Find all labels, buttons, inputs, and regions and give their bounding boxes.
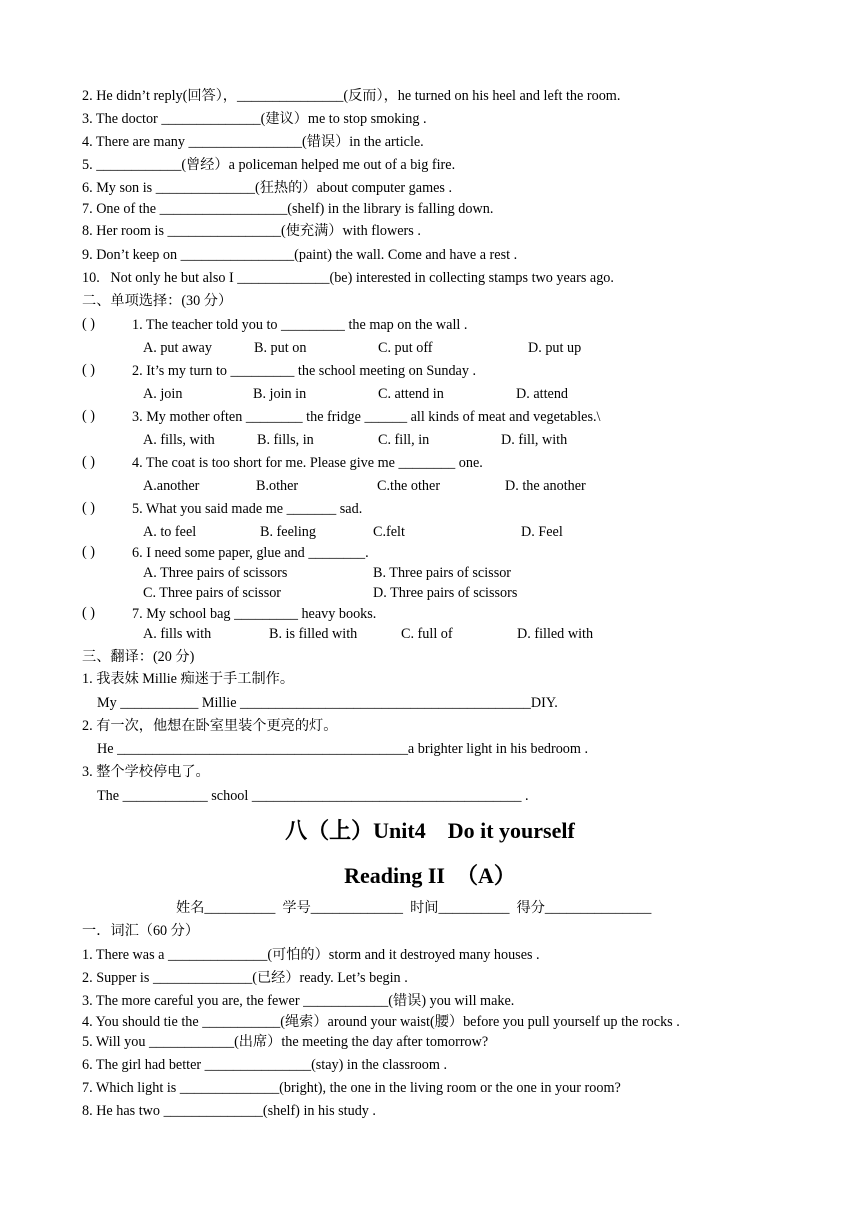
fill-item: 6. My son is ______________(狂热的）about computer games .: [82, 180, 453, 196]
answer-bracket[interactable]: ( ): [82, 454, 95, 470]
option: A. Three pairs of scissors: [143, 565, 288, 581]
student-info-line[interactable]: 姓名__________ 学号_____________ 时间__________ 得分_______________: [176, 900, 652, 916]
translation-prompt: 2. 有一次，他想在卧室里装个更亮的灯。: [82, 718, 338, 734]
option: B. is filled with: [269, 626, 358, 642]
option: C. put off: [378, 340, 433, 356]
option: B. join in: [253, 386, 307, 402]
option: C.the other: [377, 478, 441, 494]
vocab-item: 8. He has two ______________(shelf) in his study .: [82, 1103, 376, 1119]
option: D. put up: [528, 340, 582, 356]
option: D. filled with: [517, 626, 594, 642]
option: C. full of: [401, 626, 453, 642]
fill-item: 2. He didn’t reply(回答），_______________(反而），he turned on his heel and left the room.: [82, 88, 621, 104]
option: B.other: [256, 478, 299, 494]
option: B. fills, in: [257, 432, 314, 448]
vocab-item: 6. The girl had better _______________(stay) in the classroom .: [82, 1057, 447, 1073]
question-text: 3. My mother often ________ the fridge ______ all kinds of meat and vegetables.\: [132, 409, 601, 425]
option: C.felt: [373, 524, 405, 540]
vocab-item: 2. Supper is ______________(已经）ready. Let’s begin .: [82, 970, 408, 986]
option: D. Feel: [521, 524, 563, 540]
option: D. attend: [516, 386, 569, 402]
translation-prompt: 3. 整个学校停电了。: [82, 764, 210, 780]
fill-item: 7. One of the __________________(shelf) in the library is falling down.: [82, 201, 494, 217]
section-heading: 一．词汇（60 分）: [82, 923, 200, 939]
answer-bracket[interactable]: ( ): [82, 408, 95, 424]
option: C. attend in: [378, 386, 444, 402]
translation-prompt: 1. 我表妹 Millie 痴迷于手工制作。: [82, 671, 295, 687]
vocab-item: 4. You should tie the ___________(绳索）around your waist(腰）before you pull yourself up the rocks .: [82, 1014, 680, 1030]
option: A. join: [143, 386, 183, 402]
section-heading: 三、翻译：(20 分): [82, 649, 195, 665]
answer-bracket[interactable]: ( ): [82, 316, 95, 332]
option: D. the another: [505, 478, 586, 494]
question-text: 7. My school bag _________ heavy books.: [132, 606, 377, 622]
option: B. feeling: [260, 524, 316, 540]
fill-item: 5. ____________(曾经）a policeman helped me out of a big fire.: [82, 157, 456, 173]
option: A. fills with: [143, 626, 212, 642]
answer-bracket[interactable]: ( ): [82, 544, 95, 560]
option: B. Three pairs of scissor: [373, 565, 512, 581]
fill-item: 8. Her room is ________________(使充满）with flowers .: [82, 223, 421, 239]
question-text: 5. What you said made me _______ sad.: [132, 501, 363, 517]
option: A. put away: [143, 340, 212, 356]
vocab-item: 3. The more careful you are, the fewer ____________(错误) you will make.: [82, 993, 515, 1009]
fill-item: 9. Don’t keep on ________________(paint) the wall. Come and have a rest .: [82, 247, 518, 263]
section-heading: 二、单项选择：(30 分）: [82, 293, 233, 309]
question-text: 6. I need some paper, glue and ________.: [132, 545, 369, 561]
unit-title: 八（上）Unit4 Do it yourself: [285, 818, 575, 843]
vocab-item: 5. Will you ____________(出席）the meeting the day after tomorrow?: [82, 1034, 489, 1050]
answer-bracket[interactable]: ( ): [82, 605, 95, 621]
question-text: 1. The teacher told you to _________ the map on the wall .: [132, 317, 468, 333]
question-text: 4. The coat is too short for me. Please give me ________ one.: [132, 455, 483, 471]
reading-title: Reading II （A）: [344, 863, 516, 888]
translation-answer-line[interactable]: My ___________ Millie _________________________________________DIY.: [97, 695, 558, 711]
translation-answer-line[interactable]: He _________________________________________a brighter light in his bedroom .: [97, 741, 589, 757]
fill-item: 3. The doctor ______________(建议）me to stop smoking .: [82, 111, 427, 127]
answer-bracket[interactable]: ( ): [82, 362, 95, 378]
option: A. fills, with: [143, 432, 215, 448]
question-text: 2. It’s my turn to _________ the school meeting on Sunday .: [132, 363, 477, 379]
option: C. Three pairs of scissor: [143, 585, 282, 601]
option: D. Three pairs of scissors: [373, 585, 518, 601]
fill-item: 10. Not only he but also I _____________(be) interested in collecting stamps two years ago.: [82, 270, 614, 286]
fill-item: 4. There are many ________________(错误）in the article.: [82, 134, 424, 150]
option: A.another: [143, 478, 200, 494]
option: C. fill, in: [378, 432, 430, 448]
translation-answer-line[interactable]: The ____________ school ______________________________________ .: [97, 788, 529, 804]
option: B. put on: [254, 340, 307, 356]
option: A. to feel: [143, 524, 197, 540]
answer-bracket[interactable]: ( ): [82, 500, 95, 516]
option: D. fill, with: [501, 432, 568, 448]
vocab-item: 7. Which light is ______________(bright), the one in the living room or the one in your room?: [82, 1080, 621, 1096]
vocab-item: 1. There was a ______________(可怕的）storm and it destroyed many houses .: [82, 947, 540, 963]
